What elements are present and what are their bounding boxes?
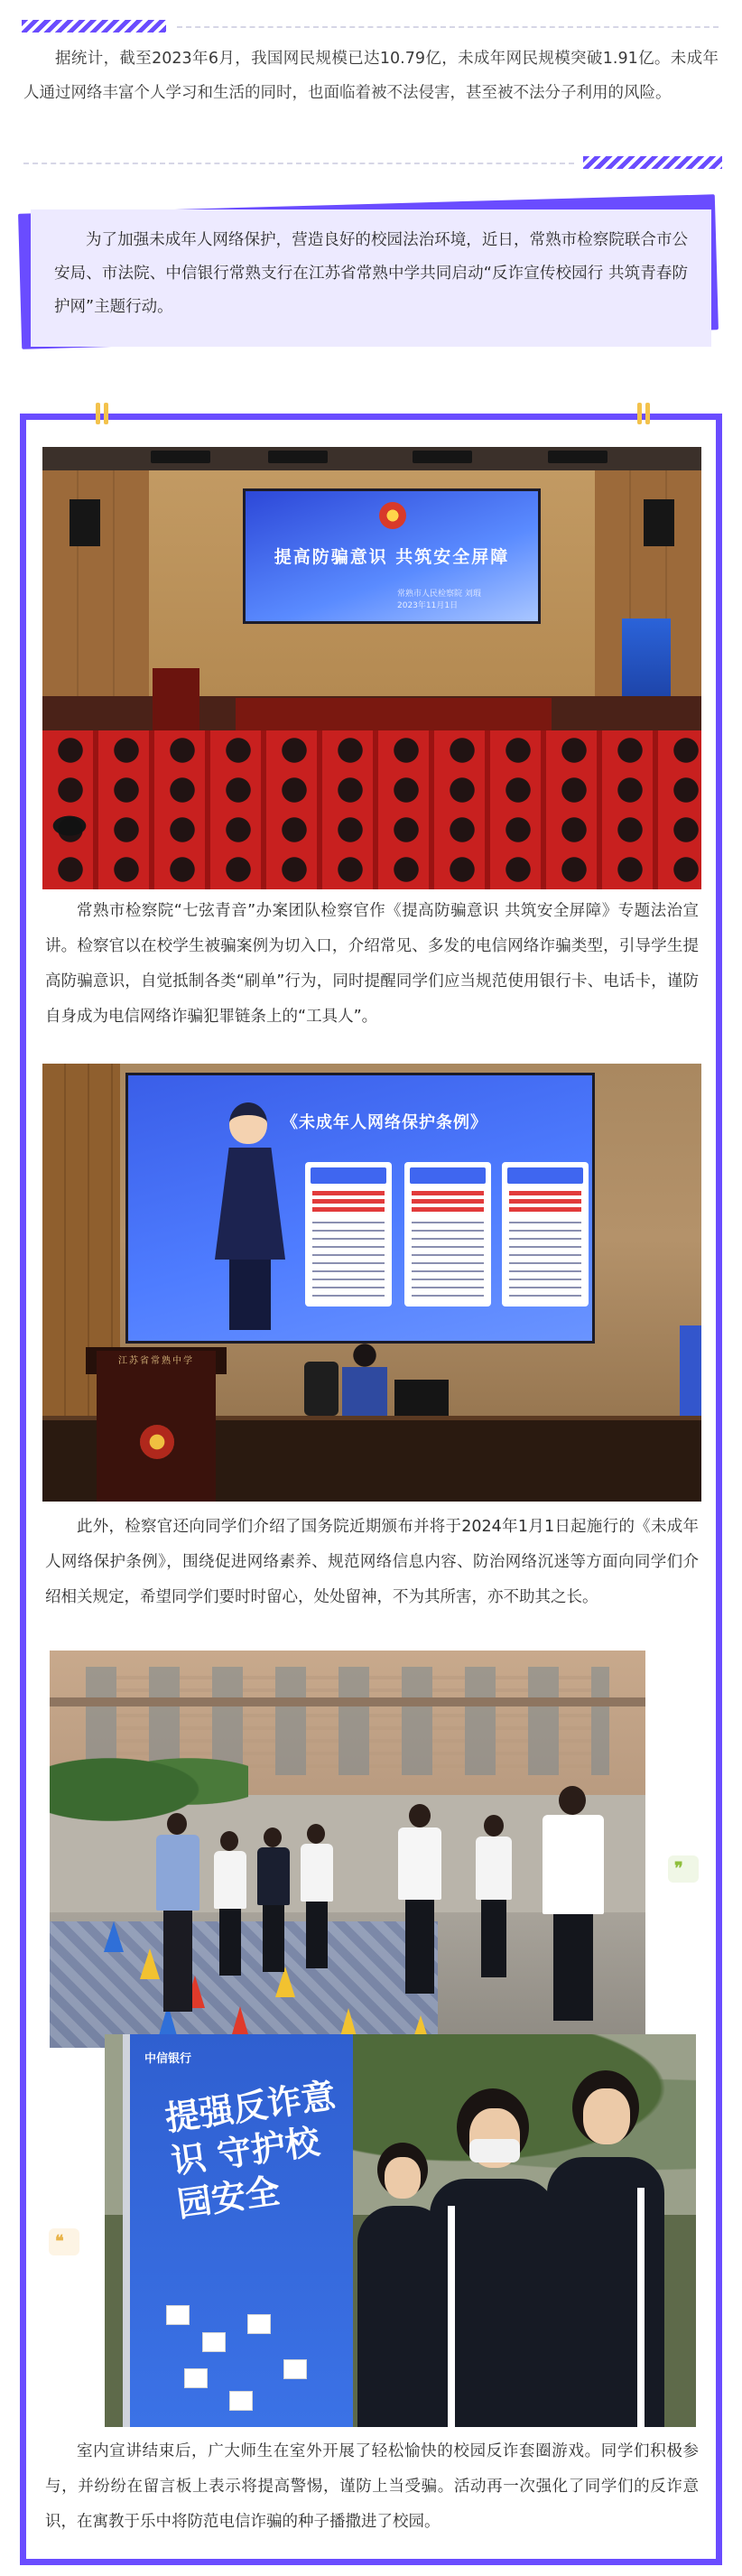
student-figure <box>474 1815 514 1977</box>
projection-screen <box>125 1073 595 1344</box>
student-figure <box>212 1831 248 1976</box>
screen-title: 《未成年人网络保护条例》 <box>282 1113 487 1132</box>
speaker-icon <box>70 499 100 546</box>
student-figure <box>547 2070 664 2427</box>
teacher-figure <box>151 1813 205 2012</box>
stripe-decoration-bottom <box>583 156 722 169</box>
slide-card <box>305 1162 392 1307</box>
paragraph-regulation: 此外，检察官还向同学们介绍了国务院近期颁布并将于2024年1月1日起施行的《未成年人网络保护条例》，围绕促进网络素养、规范网络信息内容、防治网络沉迷等方面向同学们介绍相关规定，希望同学们要时时留心，处处留神，不为其所害，亦不助其之长。 <box>45 1518 699 1606</box>
highlight-paragraph: 为了加强未成年人网络保护，营造良好的校园法治环境，近日，常熟市检察院联合市公安局、市法院、中信银行常熟支行在江苏省常熟中学共同启动“反诈宣传校园行 共筑青春防护网”主题行动。 <box>54 231 688 316</box>
student-figure <box>394 1804 445 1994</box>
cartoon-officer-icon <box>229 1102 267 1144</box>
lectern-plate: 江苏省常熟中学 <box>118 1356 194 1366</box>
slide-card <box>404 1162 491 1307</box>
photo-ring-toss-game <box>50 1651 645 2048</box>
dashed-divider-bottom <box>23 163 574 164</box>
student-figure <box>430 2088 556 2427</box>
school-emblem-icon <box>140 1425 174 1459</box>
frame-tab-right <box>635 403 652 424</box>
monitor-icon <box>394 1380 449 1416</box>
slide-card <box>502 1162 589 1307</box>
photo-message-board <box>105 2034 696 2427</box>
intro-paragraph: 据统计，截至2023年6月，我国网民规模已达10.79亿，未成年网民规模突破1.91亿。未成年人通过网络丰富个人学习和生活的同时，也面临着被不法侵害，甚至被不法分子利用的风险。 <box>23 50 719 102</box>
student-figure <box>255 1827 292 1972</box>
quote-mark-icon: ❞ <box>668 1855 699 1883</box>
photo-regulation-slide <box>42 1064 701 1502</box>
procuratorate-emblem-icon <box>379 502 406 529</box>
anti-fraud-message-board <box>123 2034 353 2427</box>
student-figure <box>537 1786 609 2021</box>
screen-subtitle: 常熟市人民检察院 刘瑕 2023年11月1日 <box>397 590 481 610</box>
student-figure <box>357 2143 448 2427</box>
sticky-note <box>229 2391 253 2411</box>
stage-desk <box>236 698 552 730</box>
student-figure <box>299 1824 335 1968</box>
paragraph-activity: 室内宣讲结束后，广大师生在室外开展了轻松愉快的校园反诈套圈游戏。同学们积极参与，并纷纷在留言板上表示将提高警惕，谨防上当受骗。活动再一次强化了同学们的反诈意识，在寓教于乐中将防范电信诈骗的种子播撒进了校园。 <box>45 2442 699 2531</box>
paragraph-lecture: 常熟市检察院“七弦青音”办案团队检察官作《提高防骗意识 共筑安全屏障》专题法治宣讲。检察官以在校学生被骗案例为切入口，介绍常见、多发的电信网络诈骗类型，引导学生提高防骗意识，自觉抵制各类“刷单”行为，同时提醒同学们应当规范使用银行卡、电话卡，谨防自身成为电信网络诈骗犯罪链条上的“工具人”。 <box>45 902 699 1026</box>
highlight-box <box>31 209 711 347</box>
sticky-note <box>202 2332 226 2352</box>
bank-logo: 中信银行 <box>144 2052 192 2066</box>
screen-title: 提高防骗意识 共筑安全屏障 <box>274 547 510 567</box>
cone-icon <box>104 1921 124 1952</box>
photo-auditorium-lecture <box>42 447 701 889</box>
quote-mark-icon: ❝ <box>49 2228 79 2255</box>
audience-heads <box>42 730 701 889</box>
sticky-note <box>247 2314 271 2334</box>
sticky-note <box>166 2305 190 2325</box>
dashed-divider-top <box>177 26 719 28</box>
sticky-note <box>283 2359 307 2379</box>
speaker-person <box>342 1344 387 1416</box>
podium <box>153 668 199 731</box>
frame-tab-left <box>94 403 110 424</box>
sticky-note <box>184 2368 208 2388</box>
board-title: 提强反诈意识 守护校园安全 <box>162 2075 339 2225</box>
stripe-decoration-top <box>22 20 166 33</box>
speaker-icon <box>644 499 674 546</box>
projection-screen <box>243 488 541 624</box>
